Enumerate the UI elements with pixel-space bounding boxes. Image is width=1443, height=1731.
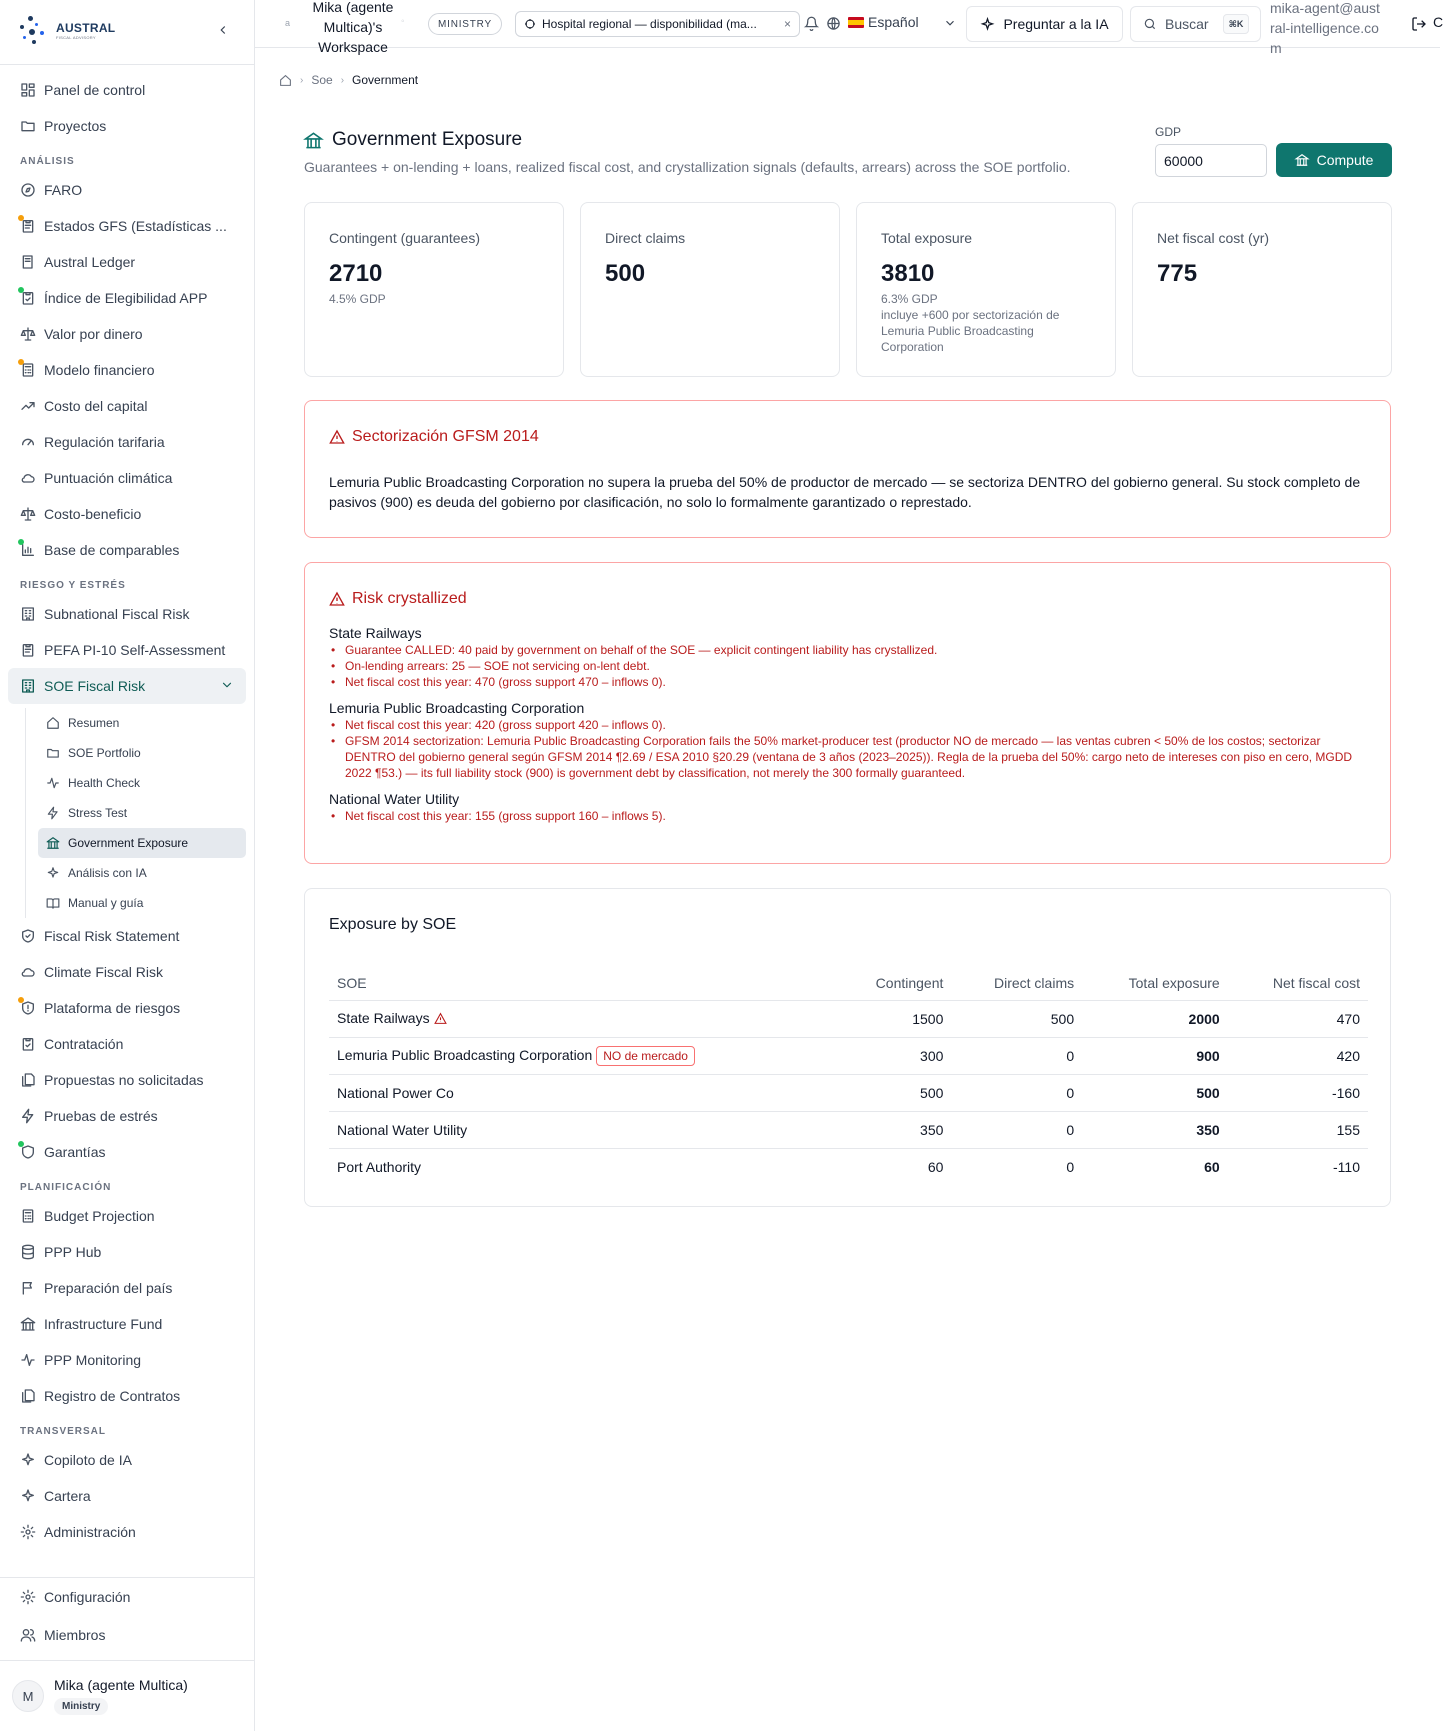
soe-name: Port Authority: [337, 1158, 422, 1175]
building-icon: [20, 678, 36, 694]
status-dot: [18, 1141, 24, 1147]
kpi-card-direct-claims: [580, 202, 840, 377]
shield-check-icon: [20, 928, 36, 944]
sidebar-item-label: SOE Fiscal Risk: [44, 678, 146, 694]
sidebar-item-label: Registro de Contratos: [44, 1388, 181, 1404]
sidebar-item-label: Austral Ledger: [44, 254, 136, 270]
risk-soe-name: State Railways: [329, 625, 422, 641]
topbar: [255, 0, 1443, 56]
sidebar-item-label: Preparación del país: [44, 1280, 173, 1296]
sidebar-item-label: PPP Monitoring: [44, 1352, 142, 1368]
sidebar-item-base-de-comparables[interactable]: [0, 532, 254, 568]
subnav-item-label: Análisis con IA: [68, 866, 147, 880]
page-title: Government Exposure: [332, 129, 523, 150]
total-cell: 60: [1204, 1158, 1220, 1175]
sidebar-item-label: Budget Projection: [44, 1208, 155, 1224]
compute-button[interactable]: [1276, 143, 1392, 177]
sidebar-item-copiloto-de-ia[interactable]: [0, 1442, 254, 1478]
compute-label: Compute: [1316, 152, 1374, 168]
exposure-table-card: [304, 888, 1391, 1207]
sidebar-item-label: Estados GFS (Estadísticas ...: [44, 218, 227, 234]
sidebar-item-label: Costo del capital: [44, 398, 148, 414]
brand-tagline: FISCAL ADVISORY: [56, 35, 96, 40]
column-header[interactable]: SOE: [329, 966, 838, 1000]
table-row[interactable]: [329, 1148, 1368, 1185]
files-icon: [20, 1388, 36, 1404]
sparkles-icon: [20, 1452, 36, 1468]
files-icon: [20, 1072, 36, 1088]
alert-title-text: Risk crystallized: [352, 590, 467, 607]
sidebar-section-title: ANÁLISIS: [20, 156, 75, 167]
compass-icon: [20, 182, 36, 198]
total-cell: 350: [1082, 1111, 1228, 1148]
soe-name: National Water Utility: [337, 1121, 468, 1138]
sidebar-item-label: Cartera: [44, 1488, 91, 1504]
kpi-label: Net fiscal cost (yr): [1157, 230, 1270, 246]
sidebar-item-label: Valor por dinero: [44, 326, 143, 342]
dashboard-icon: [20, 82, 36, 98]
subnav-item-resumen[interactable]: [26, 708, 254, 738]
sidebar-item-cartera[interactable]: [0, 1478, 254, 1514]
gauge-icon: [20, 434, 36, 450]
sidebar-nav: [0, 72, 254, 1550]
workspace-icon: a: [285, 18, 291, 28]
column-header[interactable]: Direct claims: [951, 966, 1082, 1000]
building-icon: [20, 606, 36, 622]
kpi-value: 3810: [881, 260, 935, 287]
sidebar-item-registro-de-contratos[interactable]: [0, 1378, 254, 1414]
risk-group: [329, 624, 1366, 690]
scale-icon: [20, 506, 36, 522]
ministry-pill: MINISTRY: [428, 13, 502, 35]
project-name: Hospital regional — disponibilidad (ma...: [542, 17, 757, 31]
sidebar-item-label: Propuestas no solicitadas: [44, 1072, 204, 1088]
home-icon: [46, 716, 60, 730]
soe-name-cell: [329, 1000, 838, 1037]
clipboard-check-icon: [20, 290, 36, 306]
trending-up-icon: [20, 398, 36, 414]
kpi-note: 6.3% GDP: [881, 292, 938, 306]
sidebar-item-label: Proyectos: [44, 118, 107, 134]
calculator-icon: [20, 362, 36, 378]
landmark-icon: [46, 836, 60, 850]
sidebar-item-label: Regulación tarifaria: [44, 434, 165, 450]
sidebar-item-pruebas-de-estres[interactable]: [0, 1098, 254, 1134]
sidebar-item-label: Panel de control: [44, 82, 146, 98]
soe-name-cell: [329, 1111, 838, 1148]
kpi-value: 500: [605, 260, 646, 287]
sidebar-item-propuestas-no-solicitadas[interactable]: [0, 1062, 254, 1098]
logout-icon[interactable]: [1411, 16, 1427, 37]
risk-group: [329, 790, 1366, 824]
kpi-label: Direct claims: [605, 230, 686, 246]
sidebar-item-garantias[interactable]: [0, 1134, 254, 1170]
table-row[interactable]: [329, 1037, 1368, 1074]
search-label: Buscar: [1165, 16, 1209, 32]
sidebar-item-regulacion-tarifaria[interactable]: [0, 424, 254, 460]
total-cell: 2000: [1082, 1000, 1228, 1037]
chevron-down-icon[interactable]: [220, 678, 234, 695]
risk-item: • GFSM 2014 sectorization: Lemuria Public Broadcasting Corporation fails the 50% market-producer test (productor NO de mercado — las ventas cubren < 50% de los costos; sectorizar DENTRO del gobierno general según GFSM 2014 ¶2.69 / ESA 2010 §20.29 (ventana de 3 años (2023–2025)). Regla de la prueba del 50%: cargo neto de intereses con piso en cero, MGDD 2022 ¶53.) — its full liability stock (900) is government debt by classification, not merely the 300 formally guaranteed.: [329, 733, 1366, 781]
user-role-badge: Ministry: [54, 1698, 108, 1715]
kpi-label: Total exposure: [881, 230, 973, 246]
alert-title: [329, 428, 1366, 446]
alert-title: [329, 590, 1366, 608]
net-cell: 470: [1228, 1000, 1368, 1037]
brand-logo[interactable]: [18, 13, 115, 49]
sidebar-item-puntuacion-climatica[interactable]: [0, 460, 254, 496]
contingent-cell: 60: [927, 1158, 944, 1175]
net-cell: -110: [1333, 1158, 1360, 1175]
table-title: Exposure by SOE: [329, 916, 457, 933]
soe-name: National Power Co: [337, 1084, 454, 1101]
clipboard-icon: [20, 218, 36, 234]
search-button[interactable]: [1130, 6, 1261, 42]
sidebar-item-label: FARO: [44, 182, 83, 198]
risk-item: • Net fiscal cost this year: 420 (gross support 420 – inflows 0).: [329, 717, 1366, 733]
warning-icon: [329, 429, 345, 445]
chevron-left-icon: [216, 23, 230, 37]
contingent-cell: 500: [838, 1074, 952, 1111]
warning-icon: [434, 1012, 447, 1028]
folder-icon: [46, 746, 60, 760]
sidebar-item-costo-beneficio[interactable]: [0, 496, 254, 532]
globe-icon[interactable]: [826, 16, 841, 36]
sidebar-item-administracion[interactable]: [0, 1514, 254, 1550]
contingent-cell: 1500: [838, 1000, 952, 1037]
sidebar-item-label: Costo-beneficio: [44, 506, 142, 522]
kpi-value: 775: [1157, 260, 1198, 287]
workspace-name[interactable]: Mika (agente Multica)'s Workspace: [312, 0, 394, 55]
spain-flag-icon: [848, 17, 864, 28]
sidebar-divider: [0, 64, 254, 65]
search-icon: [1143, 17, 1157, 31]
users-icon: [20, 1627, 36, 1643]
sidebar-item-label: Índice de Elegibilidad APP: [44, 290, 208, 306]
sidebar-item-label: Infrastructure Fund: [44, 1316, 163, 1332]
cloud-icon: [20, 470, 36, 486]
risk-item: • Net fiscal cost this year: 470 (gross support 470 – inflows 0).: [329, 674, 1366, 690]
sidebar-item-soe-fiscal-risk[interactable]: [8, 668, 246, 704]
kpi-card-total-exposure: [856, 202, 1116, 377]
sidebar-item-subnational-fiscal-risk[interactable]: [0, 596, 254, 632]
shield-icon: [20, 1144, 36, 1160]
total-cell: 900: [1082, 1037, 1228, 1074]
sidebar-item-label: Pruebas de estrés: [44, 1108, 158, 1124]
status-dot: [18, 359, 24, 365]
alert-title-text: Sectorización GFSM 2014: [352, 428, 539, 445]
book-icon: [20, 254, 36, 270]
avatar: M: [12, 1680, 44, 1712]
table-row[interactable]: [329, 1111, 1368, 1148]
column-header[interactable]: Net fiscal cost: [1228, 966, 1368, 1000]
status-dot: [18, 539, 24, 545]
net-cell: -160: [1228, 1074, 1368, 1111]
sparkles-icon: [980, 17, 995, 32]
sidebar-item-label: Subnational Fiscal Risk: [44, 606, 190, 622]
status-dot: [18, 215, 24, 221]
risk-item: • On-lending arrears: 25 — SOE not servicing on-lent debt.: [329, 658, 1366, 674]
sidebar-item-label: Climate Fiscal Risk: [44, 964, 164, 980]
sidebar-item-modelo-financiero[interactable]: [0, 352, 254, 388]
sidebar-section-title: TRANSVERSAL: [20, 1426, 107, 1437]
sidebar-footer-nav: [0, 1578, 254, 1654]
page-subtitle: Guarantees + on-lending + loans, realized fiscal cost, and crystallization signals (defaults, arrears) across the SOE portfolio.: [304, 159, 1071, 175]
landmark-icon: [1295, 153, 1309, 167]
bell-icon[interactable]: [804, 16, 819, 36]
breadcrumb: [279, 73, 418, 87]
sidebar-item-label: Base de comparables: [44, 542, 180, 558]
clipboard-check-icon: [20, 1036, 36, 1052]
direct-cell: 0: [951, 1074, 1082, 1111]
ask-ai-label: Preguntar a la IA: [1003, 16, 1109, 32]
chevron-right-icon: ›: [340, 74, 345, 86]
sidebar-item-fiscal-risk-statement[interactable]: [0, 918, 254, 954]
sidebar-item-faro[interactable]: [0, 172, 254, 208]
subnav-item-label: Manual y guía: [68, 896, 144, 910]
warning-icon: [329, 591, 345, 607]
collapse-sidebar-button[interactable]: [215, 22, 231, 38]
kpi-note-detail: incluye +600 por sectorización de Lemuria Public Broadcasting Corporation: [881, 308, 1060, 354]
risk-item: • Net fiscal cost this year: 155 (gross support 160 – inflows 5).: [329, 808, 1366, 824]
landmark-icon: [20, 1316, 36, 1332]
sidebar-item-label: Contratación: [44, 1036, 124, 1052]
language-label: Español: [868, 14, 919, 30]
total-cell: 500: [1082, 1074, 1228, 1111]
sidebar-item-estados-gfs-estadisticas[interactable]: [0, 208, 254, 244]
subnav-item-label: SOE Portfolio: [68, 746, 141, 760]
home-icon[interactable]: [279, 74, 292, 87]
gear-icon: [20, 1524, 36, 1540]
calculator-icon: [20, 1208, 36, 1224]
page-header: [304, 129, 1071, 175]
direct-cell: 0: [1066, 1158, 1075, 1175]
risk-soe-name: National Water Utility: [329, 791, 460, 807]
subnav-item-label: Resumen: [68, 716, 120, 730]
subnav-item-label: Health Check: [68, 776, 141, 790]
sidebar-item-indice-de-elegibilidad-app[interactable]: [0, 280, 254, 316]
sidebar-item-contratacion[interactable]: [0, 1026, 254, 1062]
soe-name-cell: [329, 1074, 838, 1111]
crosshair-icon: [524, 18, 536, 30]
user-name: Mika (agente Multica): [54, 1677, 188, 1693]
column-header[interactable]: Contingent: [838, 966, 952, 1000]
zap-icon: [20, 1108, 36, 1124]
separator-icon: ◦: [401, 16, 405, 27]
sectorization-alert: [304, 400, 1391, 538]
subnav-item-soe-portfolio[interactable]: [26, 738, 254, 768]
sidebar-item-label: Modelo financiero: [44, 362, 155, 378]
sidebar-item-ppp-hub[interactable]: [0, 1234, 254, 1270]
ask-ai-button[interactable]: [966, 6, 1123, 42]
sidebar-subnav: [25, 708, 254, 918]
activity-icon: [20, 1352, 36, 1368]
table-row[interactable]: [329, 1074, 1368, 1111]
folder-icon: [20, 118, 36, 134]
table-row[interactable]: [329, 1000, 1368, 1037]
project-selector[interactable]: [515, 11, 800, 37]
sidebar-item-configuracion[interactable]: [0, 1578, 254, 1616]
topbar-trailing-text: C: [1433, 14, 1443, 30]
table-header-row: [329, 966, 1368, 1000]
direct-cell: 0: [951, 1111, 1082, 1148]
sidebar-item-label: Garantías: [44, 1144, 106, 1160]
user-email: mika-agent@austral-intelligence.com: [1270, 0, 1380, 56]
gdp-input[interactable]: [1155, 144, 1267, 177]
sidebar-section-title: PLANIFICACIÓN: [20, 1182, 112, 1193]
column-header[interactable]: Total exposure: [1082, 966, 1228, 1000]
sidebar-item-infrastructure-fund[interactable]: [0, 1306, 254, 1342]
sidebar-item-label: Copiloto de IA: [44, 1452, 132, 1468]
zap-icon: [46, 806, 60, 820]
sidebar-item-ppp-monitoring[interactable]: [0, 1342, 254, 1378]
kpi-label: Contingent (guarantees): [329, 230, 480, 246]
soe-name-cell: [329, 1037, 838, 1074]
scale-icon: [20, 326, 36, 342]
close-icon[interactable]: ×: [783, 17, 791, 31]
kpi-note: 4.5% GDP: [329, 292, 386, 306]
direct-cell: 500: [951, 1000, 1082, 1037]
sparkles-icon: [46, 866, 60, 880]
shield-alert-icon: [20, 1000, 36, 1016]
language-selector[interactable]: [848, 14, 919, 30]
activity-icon: [46, 776, 60, 790]
sidebar-item-proyectos[interactable]: [0, 108, 254, 144]
breadcrumb-current: Government: [352, 73, 419, 87]
kpi-cards: [304, 202, 1392, 377]
non-market-badge: NO de mercado: [596, 1046, 695, 1066]
sidebar-item-label: Fiscal Risk Statement: [44, 928, 180, 944]
sidebar-item-austral-ledger[interactable]: [0, 244, 254, 280]
flag-icon: [20, 1280, 36, 1296]
chevron-right-icon: ›: [300, 74, 304, 86]
sparkles-icon: [20, 1488, 36, 1504]
book-open-icon: [46, 896, 60, 910]
kpi-card-net-fiscal-cost: [1132, 202, 1392, 377]
risk-group: [329, 699, 1366, 781]
database-icon: [20, 1244, 36, 1260]
bar-chart-icon: [20, 542, 36, 558]
sidebar-item-panel-de-control[interactable]: [0, 72, 254, 108]
breadcrumb-item[interactable]: Soe: [311, 73, 333, 87]
sidebar-item-climate-fiscal-risk[interactable]: [0, 954, 254, 990]
user-card[interactable]: [0, 1660, 254, 1731]
austral-logo-mark: [18, 14, 48, 48]
subnav-item-government-exposure[interactable]: [38, 828, 246, 858]
soe-name: State Railways: [337, 1009, 430, 1026]
soe-name: Lemuria Public Broadcasting Corporation: [337, 1046, 593, 1063]
sidebar: [0, 0, 255, 1731]
direct-cell: 0: [951, 1037, 1082, 1074]
subnav-item-manual-y-guia[interactable]: [26, 888, 254, 918]
contingent-cell: 350: [838, 1111, 952, 1148]
sidebar-item-costo-del-capital[interactable]: [0, 388, 254, 424]
subnav-item-label: Stress Test: [68, 806, 128, 820]
status-dot: [18, 997, 24, 1003]
brand-name: AUSTRAL: [56, 21, 116, 35]
sidebar-item-budget-projection[interactable]: [0, 1198, 254, 1234]
cloud-icon: [20, 964, 36, 980]
gear-icon: [20, 1589, 36, 1605]
sidebar-section-title: RIESGO Y ESTRÉS: [20, 580, 126, 591]
sidebar-item-pefa-pi-10-self-assessment[interactable]: [0, 632, 254, 668]
sidebar-item-label: Configuración: [44, 1589, 131, 1605]
sidebar-item-label: PEFA PI-10 Self-Assessment: [44, 642, 226, 658]
landmark-icon: [304, 131, 323, 150]
contingent-cell: 300: [838, 1037, 952, 1074]
sidebar-item-miembros[interactable]: [0, 1616, 254, 1654]
gdp-label: GDP: [1155, 125, 1182, 139]
sidebar-item-label: Administración: [44, 1524, 136, 1540]
net-cell: 420: [1228, 1037, 1368, 1074]
soe-name-cell: [329, 1148, 838, 1185]
shortcut-hint: ⌘K: [1223, 14, 1250, 34]
risk-crystallized-alert: [304, 562, 1391, 864]
sidebar-item-plataforma-de-riesgos[interactable]: [0, 990, 254, 1026]
subnav-item-analisis-con-ia[interactable]: [26, 858, 254, 888]
status-dot: [18, 287, 24, 293]
subnav-item-health-check[interactable]: [26, 768, 254, 798]
kpi-card-contingent: [304, 202, 564, 377]
subnav-item-stress-test[interactable]: [26, 798, 254, 828]
sidebar-item-label: PPP Hub: [44, 1244, 102, 1260]
sidebar-item-label: Plataforma de riesgos: [44, 1000, 181, 1016]
sidebar-item-preparacion-del-pais[interactable]: [0, 1270, 254, 1306]
sidebar-item-label: Miembros: [44, 1627, 106, 1643]
kpi-value: 2710: [329, 260, 383, 287]
sidebar-item-valor-por-dinero[interactable]: [0, 316, 254, 352]
subnav-item-label: Government Exposure: [68, 836, 189, 850]
sidebar-item-label: Puntuación climática: [44, 470, 173, 486]
risk-item: • Guarantee CALLED: 40 paid by government on behalf of the SOE — explicit contingent liability has crystallized.: [329, 642, 1366, 658]
net-cell: 155: [1228, 1111, 1368, 1148]
risk-soe-name: Lemuria Public Broadcasting Corporation: [329, 700, 585, 716]
chevron-down-icon[interactable]: [943, 16, 957, 35]
clipboard-icon: [20, 642, 36, 658]
alert-body: Lemuria Public Broadcasting Corporation no supera la prueba del 50% de productor de mercado — se sectoriza DENTRO del gobierno general. Su stock completo de pasivos (900) es deuda del gobierno por clasificación, no solo lo formalmente garantizado o represtado.: [329, 474, 1361, 510]
exposure-table: [329, 966, 1368, 1185]
